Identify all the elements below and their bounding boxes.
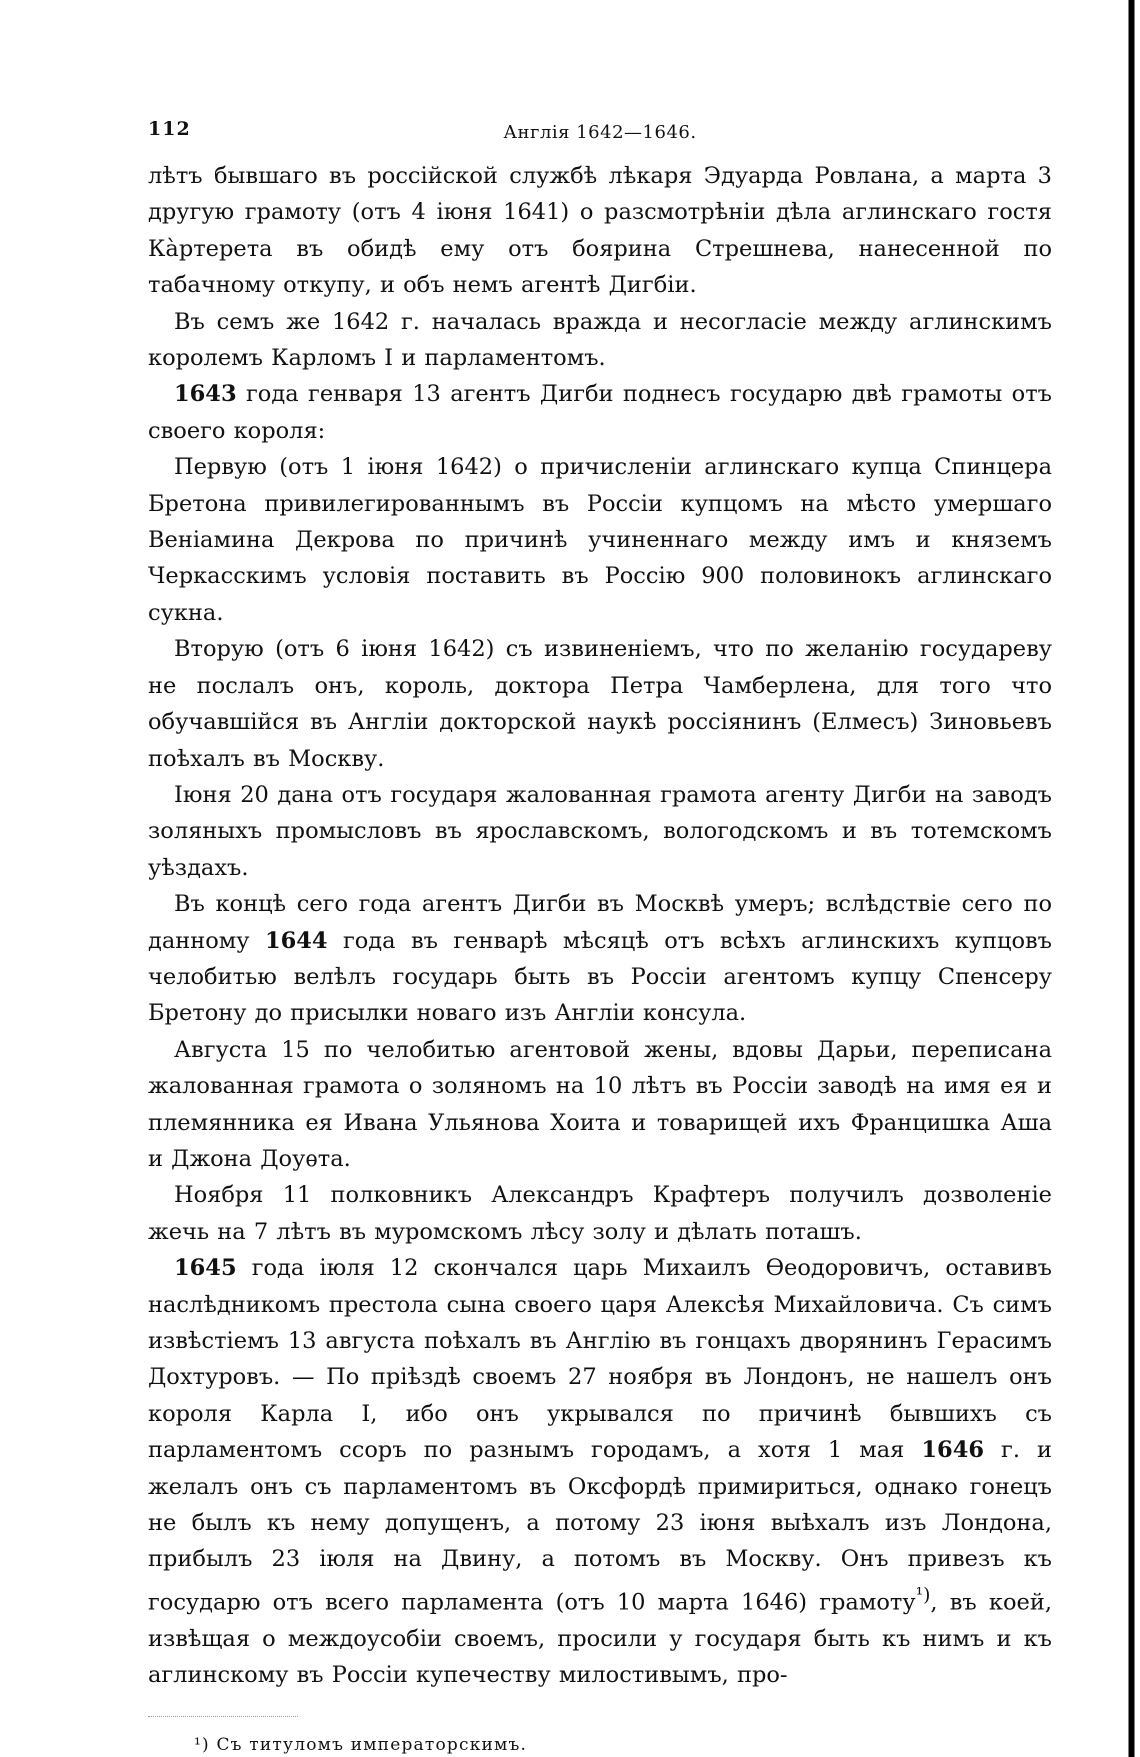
- page-header: [148, 118, 1052, 158]
- footnote-divider: [148, 1716, 298, 1717]
- year-1646: 1646: [921, 1437, 985, 1464]
- paragraph-9: Ноября 11 полковникъ Александръ Крафтеръ получилъ дозволеніе жечь на 7 лѣтъ въ муромскомъ лѣсу золу и дѣлать поташъ.: [148, 1182, 1052, 1245]
- paragraph-2: Въ семъ же 1642 г. началась вражда и несогласіе между аглинскимъ королемъ Карломъ I и парламентомъ.: [148, 308, 1052, 372]
- document-page: [148, 118, 1052, 1755]
- paragraph-3-text: года генваря 13 агентъ Дигби поднесъ государю двѣ грамоты отъ своего короля:: [148, 381, 1052, 444]
- paragraph-1: лѣтъ бывшаго въ россійской службѣ лѣкаря Эдуарда Ровлана, а марта 3 другую грамоту (отъ 4 іюня 1641) о разсмотрѣніи дѣла аглинскаго гостя Ка̀ртерета въ обидѣ ему отъ боярина Стрешнева, нанесенной по табачному откупу, и объ немъ агентѣ Дигбіи.: [148, 163, 1052, 299]
- paragraph-8: Августа 15 по челобитью агентовой жены, вдовы Дарьи, переписана жалованная грамота о золяномъ на 10 лѣтъ въ Россіи заводѣ на имя ея и племянника ея Ивана Ульянова Хоита и товарищей ихъ Францишка Аша и Джона Доуѳта.: [148, 1036, 1052, 1172]
- body-text: [148, 158, 1052, 1694]
- page-edge-bar: [1124, 0, 1140, 1757]
- paragraph-10-text-c: , въ коей, извѣщая о междоусобіи своемъ, просили у государя быть къ нимъ и къ аглинскому въ Россіи купечеству милостивымъ, про-: [148, 1589, 1052, 1689]
- year-1644: 1644: [264, 927, 328, 954]
- paragraph-3: [148, 376, 1052, 449]
- paragraph-10-text-b: г. и желалъ онъ съ парламентомъ въ Оксфордѣ примириться, однако гонецъ не былъ къ нему допущенъ, а потому 23 іюня выѣхалъ изъ Лондона, прибылъ 23 іюля на Двину, а потомъ въ Москву. Онъ привезъ къ государю отъ всего парламента (отъ 10 марта 1646) грамоту: [148, 1437, 1052, 1616]
- year-1645: 1645: [174, 1255, 237, 1282]
- footnote-marker: ¹): [194, 1734, 210, 1755]
- paragraph-7: [148, 886, 1052, 1032]
- paragraph-5: Вторую (отъ 6 іюня 1642) съ извиненіемъ, что по желанію государеву не послалъ онъ, король, доктора Петра Чамберлена, для того что обучавшійся въ Англіи докторской наукѣ россіянинъ (Елмесъ) Зиновьевъ поѣхалъ въ Москву.: [148, 636, 1052, 772]
- footnote-text: Съ титуломъ императорскимъ.: [209, 1734, 528, 1755]
- paragraph-7-text-b: года въ генварѣ мѣсяцѣ отъ всѣхъ аглинскихъ купцовъ челобитью велѣлъ государь быть въ Россіи агентомъ купцу Спенсеру Бретону до присылки новаго изъ Англіи консула.: [148, 927, 1052, 1027]
- running-head: Англія 1642—1646.: [503, 122, 697, 143]
- footnote: [148, 1735, 1052, 1755]
- paragraph-7-text-a: Въ концѣ сего года агентъ Дигби въ Москвѣ умеръ; вслѣдствіе сего по данному: [148, 891, 1052, 954]
- year-1643: 1643: [174, 381, 237, 408]
- paragraph-10: [148, 1250, 1052, 1693]
- paragraph-4: Первую (отъ 1 іюня 1642) о причисленіи аглинскаго купца Спинцера Бретона привилегированнымъ въ Россіи купцомъ на мѣсто умершаго Веніамина Декрова по причинѣ учиненнаго между имъ и княземъ Черкасскимъ условія поставить въ Россію 900 половинокъ аглинскаго сукна.: [148, 454, 1052, 626]
- footnote-reference: ¹): [915, 1584, 931, 1606]
- page-number: 112: [148, 118, 191, 140]
- paragraph-10-text-a: года іюля 12 скончался царь Михаилъ Ѳеодоровичъ, оставивъ наслѣдникомъ престола сына своего царя Алексѣя Михайловича. Съ симъ извѣстіемъ 13 августа поѣхалъ въ Англію въ гонцахъ дворянинъ Герасимъ Дохтуровъ. — По пріѣздѣ своемъ 27 ноября въ Лондонъ, не нашелъ онъ короля Карла I, ибо онъ укрывался по причинѣ бывшихъ съ парламентомъ ссоръ по разнымъ городамъ, а хотя 1 мая: [148, 1255, 1052, 1464]
- paragraph-6: Іюня 20 дана отъ государя жалованная грамота агенту Дигби на заводъ золяныхъ промысловъ въ ярославскомъ, вологодскомъ и въ тотемскомъ уѣздахъ.: [148, 781, 1052, 881]
